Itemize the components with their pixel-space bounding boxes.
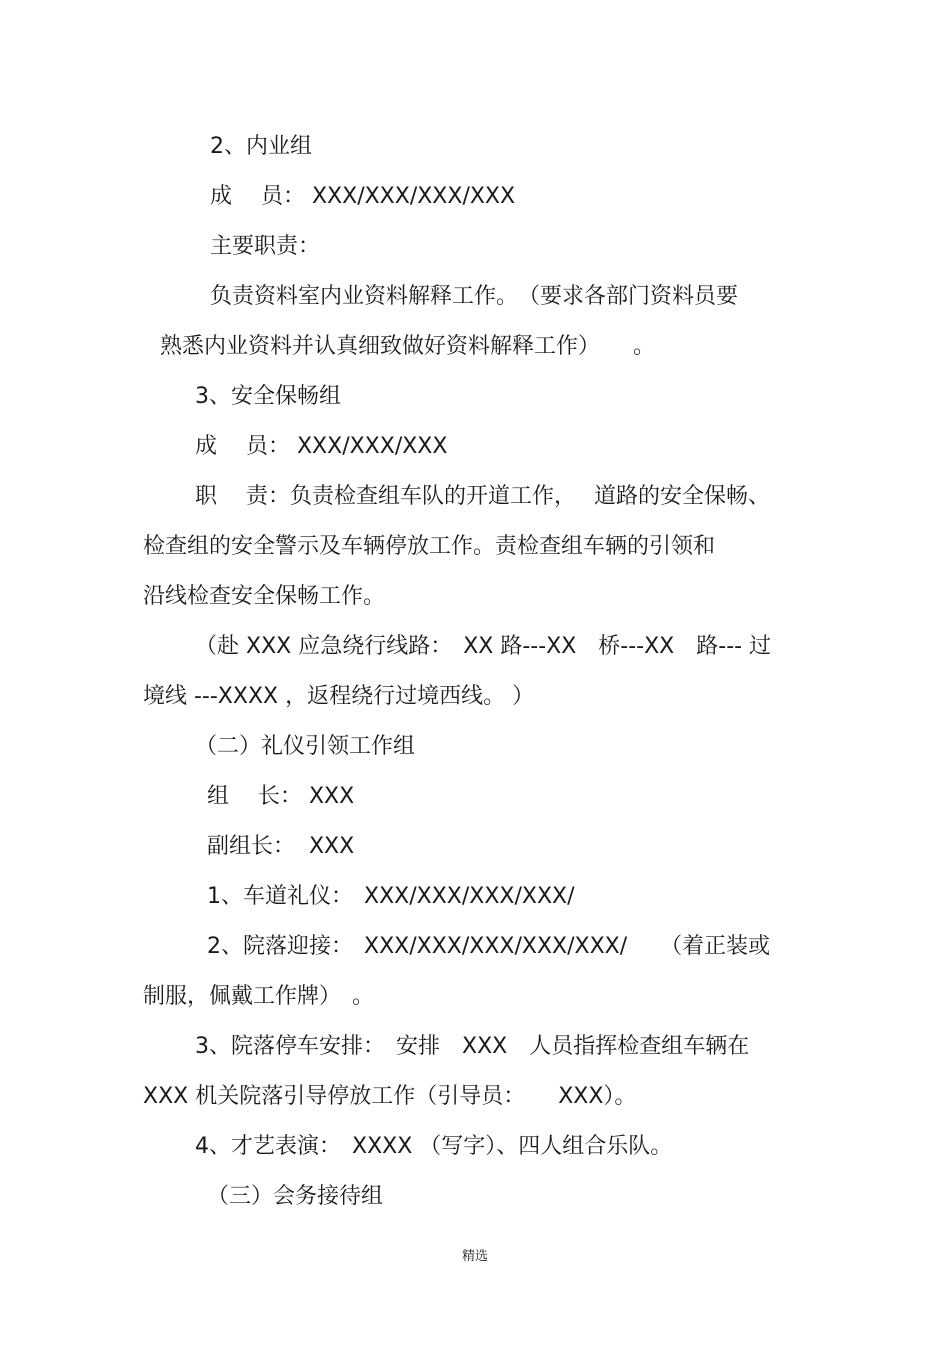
safety-duties-line-3: 沿线检查安全保畅工作。 [143,584,386,609]
route-line-1: （赴 XXX 应急绕行线路： XX 路---XX 桥---XX 路--- 过 [195,634,772,659]
duties-text-line-1: 负责资料室内业资料解释工作。 （要求各部门资料员要 [210,284,739,309]
etiquette-leader: 组 长： XXX [207,784,355,809]
heading-internal-group: 2、内业组 [210,134,312,159]
heading-reception-group: （三）会务接待组 [207,1184,384,1209]
parking-line-1: 3、院落停车安排： 安排 XXX 人员指挥检查组车辆在 [195,1034,750,1059]
etiquette-deputy-leader: 副组长： XXX [207,834,355,859]
members-safety-group: 成 员： XXX/XXX/XXX [195,434,448,459]
courtyard-welcome-line-2: 制服，佩戴工作牌） 。 [143,984,375,1009]
safety-duties-line-1: 职 责：负责检查组车队的开道工作， 道路的安全保畅、 [195,484,770,509]
route-line-2: 境线 ---XXXX ，返程绕行过境西线。 ） [143,684,535,709]
lane-etiquette: 1、车道礼仪： XXX/XXX/XXX/XXX/ [207,884,575,909]
duties-text-line-2: 熟悉内业资料并认真细致做好资料解释工作） 。 [160,334,656,359]
courtyard-welcome-line-1: 2、院落迎接： XXX/XXX/XXX/XXX/XXX/ （着正装或 [207,934,771,959]
members-internal-group: 成 员： XXX/XXX/XXX/XXX [210,184,516,209]
page-footer: 精选 [461,1249,488,1264]
duties-label: 主要职责： [210,234,321,259]
heading-safety-group: 3、安全保畅组 [195,384,341,409]
safety-duties-line-2: 检查组的安全警示及车辆停放工作。责检查组车辆的引领和 [143,534,716,559]
parking-line-2: XXX 机关院落引导停放工作（引导员： XXX）。 [143,1084,637,1109]
heading-etiquette-group: （二）礼仪引领工作组 [195,734,416,759]
performance-line: 4、才艺表演： XXXX （写字）、四人组合乐队。 [195,1134,673,1159]
